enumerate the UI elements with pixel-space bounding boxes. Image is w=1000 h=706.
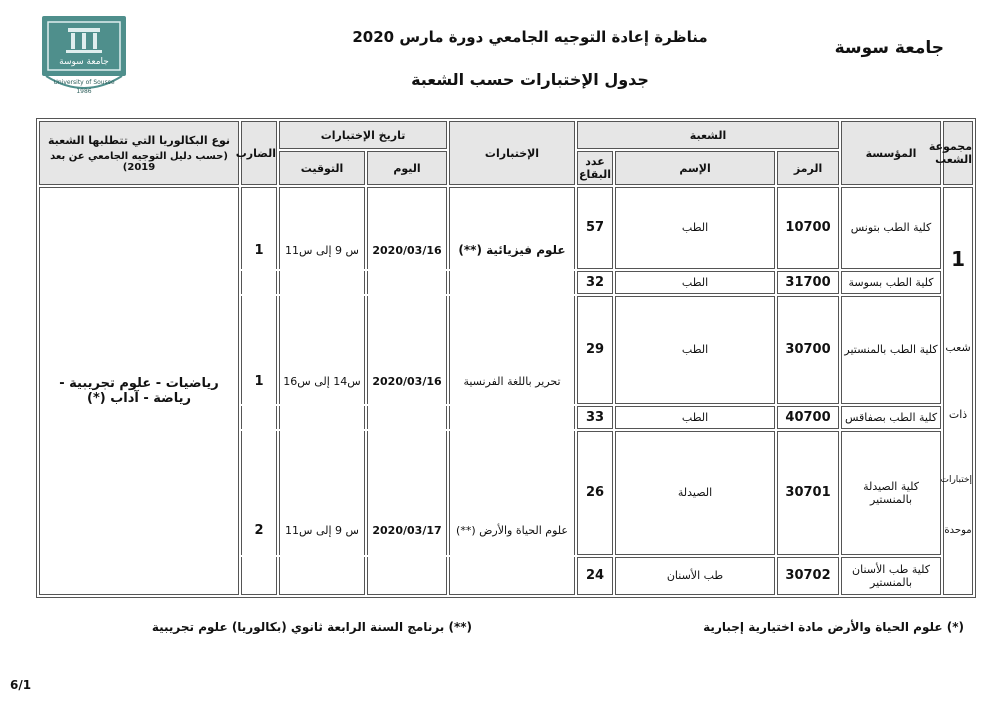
name-cell: طب الأسنان: [615, 557, 775, 595]
institution-cell: كلية طب الأسنان بالمنستير: [841, 557, 941, 595]
seats-cell: 26: [577, 431, 613, 555]
seats-cell: 29: [577, 296, 613, 404]
name-cell: الطب: [615, 271, 775, 294]
svg-text:1986: 1986: [76, 88, 92, 95]
name-cell: الطب: [615, 296, 775, 404]
header-bac-type-note: (حسب دليل التوجيه الجامعي عن بعد 2019): [50, 150, 228, 173]
header-coef: الضارب: [241, 121, 277, 185]
code-cell: 40700: [777, 406, 839, 429]
exam-cell: [449, 187, 575, 269]
coef-cell: [241, 431, 277, 555]
institution-cell: كلية الطب بالمنستير: [841, 296, 941, 404]
exam-coef: 1: [254, 242, 264, 258]
page-number: 6/1: [10, 678, 32, 692]
group-cell: [940, 187, 973, 595]
exam-time: س 9 إلى س11: [285, 243, 359, 257]
seats-cell: 57: [577, 187, 613, 269]
seats-cell: 24: [577, 557, 613, 595]
name-cell: الصيدلة: [615, 431, 775, 555]
institution-cell: كلية الطب بتونس: [841, 187, 941, 269]
time-cell: [279, 187, 365, 269]
university-name: جامعة سوسة: [834, 38, 944, 58]
seats-cell: 32: [577, 271, 613, 294]
page-title: مناظرة إعادة التوجيه الجامعي دورة مارس 2020: [352, 28, 708, 46]
code-cell: 30702: [777, 557, 839, 595]
time-cell: [279, 431, 365, 555]
exam-name: علوم الحياة والأرض (**): [456, 524, 568, 538]
svg-text:University of Sousse: University of Sousse: [53, 79, 115, 86]
exam-day: 2020/03/17: [372, 524, 442, 538]
exam-coef: 1: [254, 374, 264, 390]
coef-cell: [241, 296, 277, 404]
seats-cell: 33: [577, 406, 613, 429]
header-bac-type-label: نوع البكالوريا التي تتطلبها الشعبة: [47, 133, 231, 147]
exam-cell: [449, 296, 575, 404]
bac-required-cell: رياضيات - علوم تجريبية - رياضة - آداب (*): [39, 187, 239, 595]
table-row: [39, 187, 973, 269]
header-group: مجموعة الشعب: [943, 121, 973, 185]
institution-cell: كلية الصيدلة بالمنستير: [841, 431, 941, 555]
exam-time: س14 إلى س16: [283, 375, 361, 389]
header-branch: الشعبة: [577, 121, 839, 149]
time-cell: [279, 296, 365, 404]
footnote-program: (**) برنامج السنة الرابعة ثانوي (بكالوريا) علوم تجريبية: [151, 620, 472, 634]
name-cell: الطب: [615, 406, 775, 429]
name-cell: الطب: [615, 187, 775, 269]
header-code: الرمز: [777, 151, 839, 185]
exam-name: علوم فيزيائية (**): [458, 243, 566, 258]
exam-name: تحرير باللغة الفرنسية: [463, 375, 561, 389]
group-word: إختبارات: [940, 474, 973, 485]
exam-time: س 9 إلى س11: [285, 524, 359, 538]
code-cell: 30700: [777, 296, 839, 404]
header-seats: عدد البقاع: [577, 151, 613, 185]
coef-cell: [241, 187, 277, 269]
code-cell: 10700: [777, 187, 839, 269]
header-bac-type: [39, 121, 239, 185]
code-cell: 31700: [777, 271, 839, 294]
footnote-optional: (*) علوم الحياة والأرض مادة اختيارية إجبارية: [703, 620, 964, 634]
exam-day: 2020/03/16: [372, 375, 442, 389]
day-cell: [367, 296, 447, 404]
header-time: التوقيت: [279, 151, 365, 185]
header-day: اليوم: [367, 151, 447, 185]
institution-cell: كلية الطب بسوسة: [841, 271, 941, 294]
group-word: شعب: [945, 340, 971, 354]
header-institution: المؤسسة: [841, 121, 941, 185]
page-subtitle: جدول الإختبارات حسب الشعبة: [411, 70, 649, 89]
institution-cell: كلية الطب بصفاقس: [841, 406, 941, 429]
group-word: ذات: [948, 407, 968, 421]
group-number: 1: [951, 246, 965, 271]
day-cell: [367, 187, 447, 269]
group-word: موحدة: [944, 524, 972, 536]
svg-text:جامعة سوسة: جامعة سوسة: [59, 57, 109, 67]
code-cell: 30701: [777, 431, 839, 555]
header-exams: الإختبارات: [449, 121, 575, 185]
exam-coef: 2: [254, 523, 264, 539]
day-cell: [367, 431, 447, 555]
header-exam-date: تاريخ الإختبارات: [279, 121, 447, 149]
header-name: الإسم: [615, 151, 775, 185]
exam-table: [36, 118, 973, 598]
university-logo: [38, 14, 130, 98]
exam-day: 2020/03/16: [372, 243, 442, 257]
exam-cell: [449, 431, 575, 555]
